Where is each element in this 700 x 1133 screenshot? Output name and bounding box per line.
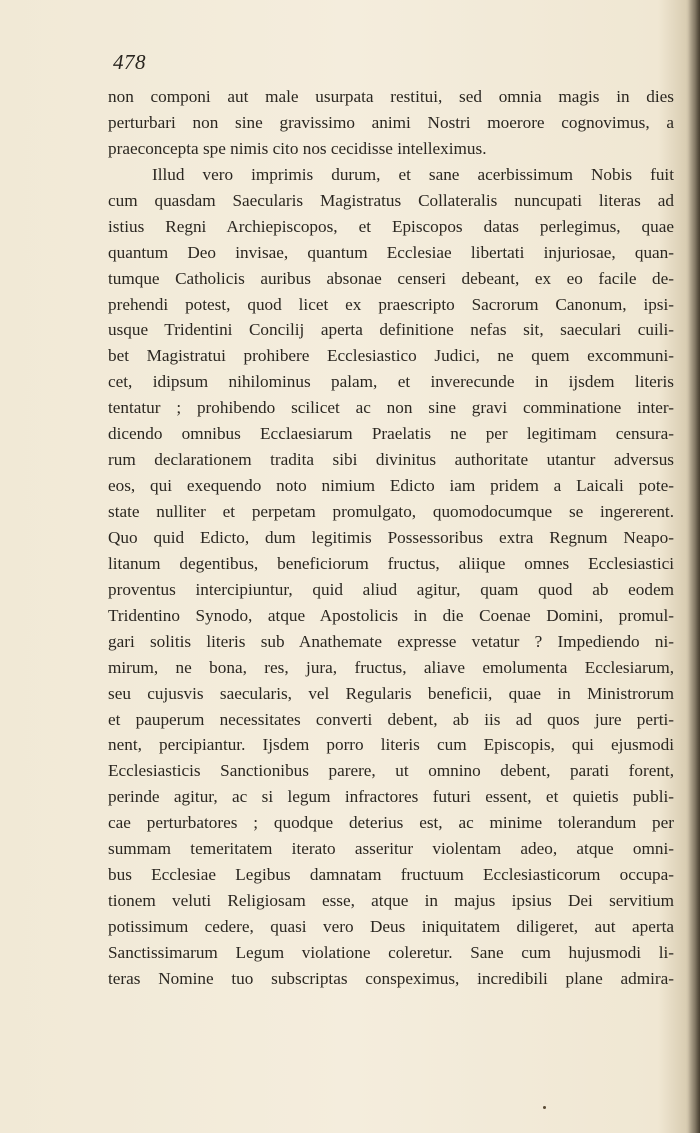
text-line: summam temeritatem iterato asseritur violentam adeo, atque omni- — [108, 839, 674, 859]
text-line: usque Tridentini Concilij aperta definitione nefas sit, saeculari cuili- — [108, 320, 674, 340]
text-line: Sanctissimarum Legum violatione coleretur. Sane cum hujusmodi li- — [108, 942, 674, 962]
text-line: Tridentino Synodo, atque Apostolicis in die Coenae Domini, promul- — [108, 605, 674, 625]
text-line: tentatur ; prohibendo scilicet ac non sine gravi comminatione inter- — [108, 398, 674, 418]
text-line: eos, qui exequendo noto nimium Edicto iam pridem a Laicali pote- — [108, 476, 674, 496]
text-line: perinde agitur, ac si legum infractores futuri essent, et quietis publi- — [108, 787, 674, 807]
text-line: rum declarationem tradita sibi divinitus authoritate utantur adversus — [108, 450, 674, 470]
text-line: tionem veluti Religiosam esse, atque in majus ipsius Dei servitium — [108, 891, 674, 911]
text-line: praeconcepta spe nimis cito nos cecidisse intelleximus. — [108, 138, 487, 158]
text-line: quantum Deo invisae, quantum Ecclesiae libertati injuriosae, quan- — [108, 242, 674, 262]
page-edge-shadow — [688, 0, 700, 1133]
paper-speck — [543, 1106, 546, 1109]
text-line: cet, idipsum nihilominus palam, et inverecunde in ijsdem literis — [108, 372, 674, 392]
text-line: perturbari non sine gravissimo animi Nostri moerore cognovimus, a — [108, 112, 674, 132]
page-number: 478 — [113, 50, 146, 74]
text-line: non componi aut male usurpata restitui, sed omnia magis in dies — [108, 87, 674, 106]
text-line: et pauperum necessitates converti debent, ab iis ad quos jure perti- — [108, 709, 674, 729]
text-line: Ecclesiasticis Sanctionibus parere, ut omnino debent, parati forent, — [108, 761, 674, 781]
text-line: prehendi potest, quod licet ex praescripto Sacrorum Canonum, ipsi- — [108, 294, 674, 314]
text-line: tumque Catholicis auribus absonae censeri debeant, ex eo facile de- — [108, 268, 674, 288]
text-line: proventus intercipiuntur, quid aliud agitur, quam quod ab eodem — [108, 579, 674, 599]
text-line: cum quasdam Saecularis Magistratus Collateralis nuncupati literas ad — [108, 190, 674, 210]
text-line: teras Nomine tuo subscriptas conspeximus, incredibili plane admira- — [108, 968, 674, 988]
text-line: cae perturbatores ; quodque deterius est, ac minime tolerandum per — [108, 813, 674, 833]
text-line: litanum degentibus, beneficiorum fructus, aliique omnes Ecclesiastici — [108, 553, 674, 573]
text-line: dicendo omnibus Ecclaesiarum Praelatis ne per legitimam censura- — [108, 424, 674, 444]
text-line: nent, percipiantur. Ijsdem porro literis cum Episcopis, qui ejusmodi — [108, 735, 674, 755]
text-line: seu cujusvis saecularis, vel Regularis beneficii, quae in Ministrorum — [108, 683, 674, 703]
text-line: bet Magistratui prohibere Ecclesiastico Judici, ne quem excommuni- — [108, 346, 674, 366]
text-line: bus Ecclesiae Legibus damnatam fructuum Ecclesiasticorum occupa- — [108, 865, 674, 885]
text-line: mirum, ne bona, res, jura, fructus, aliave emolumenta Ecclesiarum, — [108, 657, 674, 677]
text-line: state nulliter et perpetam promulgato, quomodocumque se ingererent. — [108, 502, 674, 521]
text-line: istius Regni Archiepiscopos, et Episcopos datas perlegimus, quae — [108, 216, 674, 236]
text-line: Illud vero imprimis durum, et sane acerbissimum Nobis fuit — [152, 164, 674, 184]
text-line: potissimum cedere, quasi vero Deus iniquitatem diligeret, aut aperta — [108, 917, 674, 936]
text-line: Quo quid Edicto, dum legitimis Possessoribus extra Regnum Neapo- — [108, 527, 674, 547]
text-line: gari solitis literis sub Anathemate expresse vetatur ? Impediendo ni- — [108, 631, 674, 651]
body-text — [108, 84, 674, 992]
